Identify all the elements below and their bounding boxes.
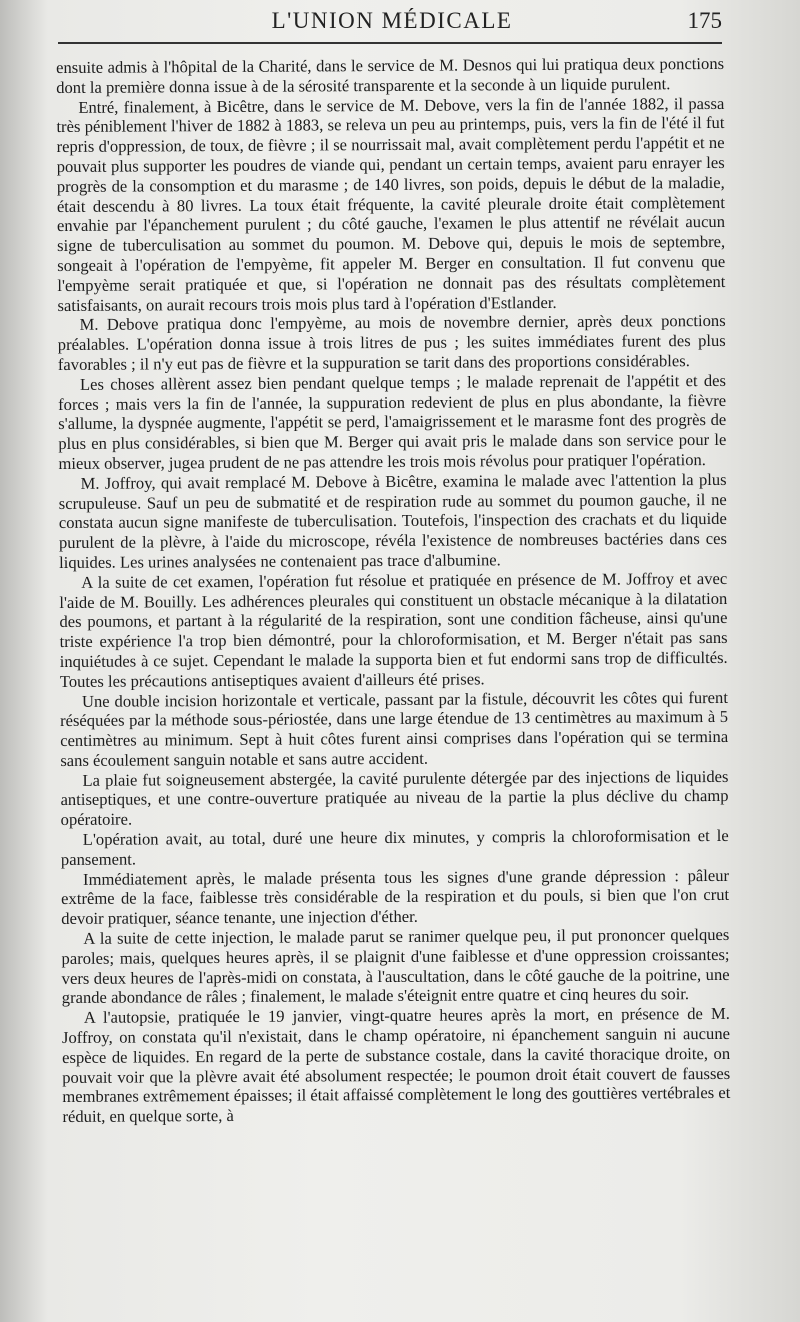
journal-title: L'UNION MÉDICALE: [271, 8, 513, 33]
paragraph-2: Entré, finalement, à Bicêtre, dans le service de M. Debove, vers la fin de l'année 1882, il passa très péniblement l'hiver de 1882 à 1883, se releva un peu au printemps, puis, vers la fin de l'été il fut repris d'oppression, de toux, de fièvre ; il se nourrissait mal, avait complètement perdu l'appétit et ne pouvait plus supporter les poudres de viande qui, pendant un certain temps, avaient paru enrayer les progrès de la consomption et du marasme ; de 140 livres, son poids, depuis le début de la maladie, était descendu à 80 livres. La toux était fréquente, la cavité pleurale droite était complètement envahie par l'épanchement purulent ; du côté gauche, l'examen le plus attentif ne révélait aucun signe de tuberculisation au sommet du poumon. M. Debove qui, depuis le mois de septembre, songeait à l'opération de l'empyème, fit appeler M. Berger en consultation. Il fut convenu que l'empyème serait pratiquée et que, si l'opération ne donnait pas des résultats complètement satisfaisants, on aurait recours trois mois plus tard à l'opération d'Estlander.: [56, 93, 726, 315]
paragraph-5: M. Joffroy, qui avait remplacé M. Debove à Bicêtre, examina le malade avec l'attention la plus scrupuleuse. Sauf un peu de submatité et de respiration rude au sommet du poumon gauche, il ne constata aucun signe manifeste de tuberculisation. Toutefois, l'inspection des crachats et du liquide purulent de la plèvre, à l'aide du microscope, révéla l'existence de nombreuses bactéries dans ces liquides. Les urines analysées ne contenaient pas trace d'albumine.: [58, 469, 728, 572]
paragraph-9: L'opération avait, au total, duré une heure dix minutes, y compris la chloroformisation et le pansement.: [60, 825, 729, 869]
paragraph-11: A la suite de cette injection, le malade parut se ranimer quelque peu, il put prononcer quelques paroles; mais, quelques heures après, il se plaignit d'une faiblesse et d'une oppression croissantes; vers deux heures de l'après-midi on constata, à l'auscultation, dans le côté gauche de la poitrine, une grande abondance de râles ; finalement, le malade s'éteignit entre quatre et cinq heures du soir.: [61, 924, 730, 1008]
paragraph-4: Les choses allèrent assez bien pendant quelque temps ; le malade reprenait de l'appétit et des forces ; mais vers la fin de l'année, la suppuration redevient de plus en plus abondante, la fièvre s'allume, la dyspnée augmente, l'appétit se perd, l'amaigrissement et le marasme font des progrès de plus en plus considérables, si bien que M. Berger qui avait pris le malade dans son service pour le mieux observer, jugea prudent de ne pas attendre les trois mois révolus pour pratiquer l'opération.: [58, 370, 727, 473]
paragraph-7: Une double incision horizontale et verticale, passant par la fistule, découvrit les côtes qui furent réséquées par la méthode sous-périostée, dans une large étendue de 13 centimètres au maximum à 5 centimètres au minimum. Sept à huit côtes furent ainsi comprises dans l'opération qui se termina sans écoulement sanguin notable et sans autre accident.: [59, 687, 729, 770]
article-body: [56, 54, 731, 1127]
page-number: 175: [687, 8, 722, 33]
paragraph-10: Immédiatement après, le malade présenta tous les signes d'une grande dépression : pâleur extrême de la face, faiblesse très considérable de la respiration et du pouls, si bien que l'on crut devoir pratiquer, séance tenante, une injection d'éther.: [61, 865, 730, 929]
paragraph-1: ensuite admis à l'hôpital de la Charité, dans le service de M. Desnos qui lui pratiqua deux ponctions dont la première donna issue à de la sérosité transparente et la seconde à un liquide purulent.: [56, 53, 725, 97]
running-header: [62, 8, 722, 36]
header-rule: [58, 42, 722, 44]
paragraph-8: La plaie fut soigneusement abstergée, la cavité purulente détergée par des injections de liquides antiseptiques, et une contre-ouverture pratiquée au niveau de la partie la plus déclive du champ opératoire.: [60, 766, 729, 830]
paragraph-3: M. Debove pratiqua donc l'empyème, au mois de novembre dernier, après deux ponctions préalables. L'opération donna issue à trois litres de pus ; les suites immédiates furent des plus favorables ; il n'y eut pas de fièvre et la suppuration se tarit dans des proportions considérables.: [57, 311, 726, 374]
paragraph-6: A la suite de cet examen, l'opération fut résolue et pratiquée en présence de M. Joffroy et avec l'aide de M. Bouilly. Les adhérences pleurales qui constituent un obstacle mécanique à la dilatation des poumons, et partant à la régularité de la respiration, sont une condition fâcheuse, ainsi qu'une triste expérience l'a trop bien démontré, pour la chloroformisation, et M. Berger n'était pas sans inquiétudes à ce sujet. Cependant le malade la supporta bien et fut endormi sans trop de difficultés. Toutes les précautions antiseptiques avaient d'ailleurs été prises.: [59, 568, 728, 691]
paragraph-12: A l'autopsie, pratiquée le 19 janvier, vingt-quatre heures après la mort, en présence de M. Joffroy, on constata qu'il n'existait, dans le champ opératoire, ni épanchement sanguin ni aucune espèce de liquides. En regard de la perte de substance costale, dans la cavité thoracique droite, on pouvait voir que la plèvre avait été absolument respectée; le poumon droit était couvert de fausses membranes extrêmement épaisses; il était affaissé complètement le long des gouttières vertébrales et réduit, en quelque sorte, à: [61, 1004, 731, 1127]
